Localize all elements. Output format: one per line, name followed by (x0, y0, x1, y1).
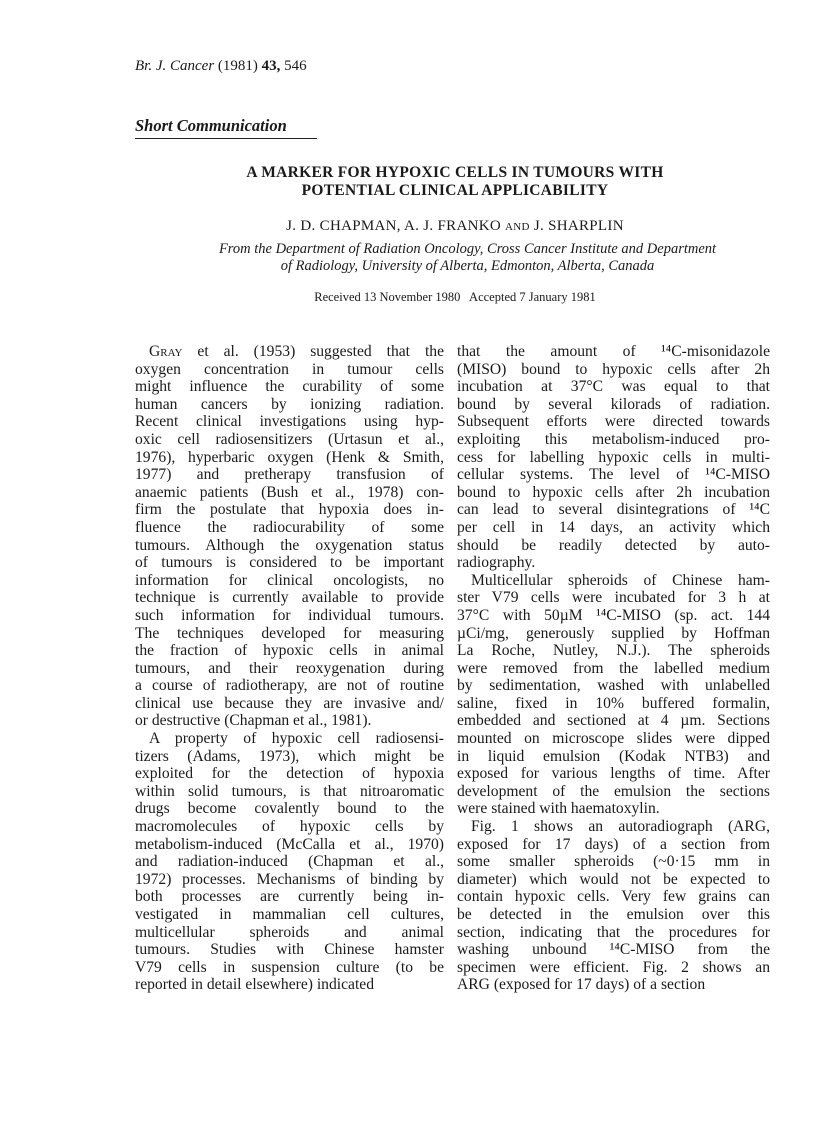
text-line: ARG (exposed for 17 days) of a section (457, 976, 706, 994)
text-line: per cell in 14 days, an activity which (457, 518, 770, 536)
text-line: human cancers by ionizing radiation. (135, 395, 444, 413)
affiliation-line: From the Department of Radiation Oncology, Cross Cancer Institute and Department (218, 241, 717, 257)
paragraph (457, 343, 770, 572)
article-title (135, 164, 775, 200)
journal-volume: 43, (261, 58, 281, 74)
title-line: POTENTIAL CLINICAL APPLICABILITY (301, 182, 609, 199)
text-line: A property of hypoxic cell radiosensi- (149, 730, 444, 748)
text-line: reported in detail elsewhere) indicated (135, 976, 374, 994)
text-line: ster V79 cells were incubated for 3 h at (457, 589, 770, 607)
text-line: incubation at 37°C was equal to that (457, 378, 770, 396)
journal-year: (1981) (217, 58, 258, 74)
text-line: 1977) and pretherapy transfusion of (135, 466, 444, 484)
text-line: were removed from the labelled medium (457, 659, 770, 677)
text-line: embedded and sectioned at 4 µm. Sections (457, 712, 770, 730)
text-line: exposed for various lengths of time. After (457, 765, 770, 783)
text-line: in liquid emulsion (Kodak NTB3) and (457, 747, 770, 765)
text-line: (MISO) bound to hypoxic cells after 2h (457, 360, 770, 378)
text-line: The techniques developed for measuring (135, 624, 444, 642)
text-line: were stained with haematoxylin. (457, 800, 660, 818)
lead-word: Gray (149, 343, 183, 360)
text-line: specimen were efficient. Fig. 2 shows an (457, 958, 770, 976)
text-line: 37°C with 50µM ¹⁴C-MISO (sp. act. 144 (457, 606, 770, 624)
text-line: or destructive (Chapman et al., 1981). (135, 712, 372, 730)
text-line: within solid tumours, is that nitroaromatic (135, 782, 444, 800)
title-line: A MARKER FOR HYPOXIC CELLS IN TUMOURS WITH (246, 164, 664, 181)
text-line: Fig. 1 shows an autoradiograph (ARG, (471, 818, 770, 836)
text-line: mounted on microscope slides were dipped (457, 730, 770, 748)
text-line: some smaller spheroids (~0·15 mm in (457, 853, 770, 871)
text-line: firm the postulate that hypoxia does in- (135, 501, 444, 519)
text-line: tumours. Studies with Chinese hamster (135, 941, 444, 959)
section-label: Short Communication (135, 116, 317, 139)
text-line: Recent clinical investigations using hyp- (135, 413, 444, 431)
text-line: clinical use because they are invasive and/ (135, 694, 444, 712)
text-line: cess for labelling hypoxic cells in multi- (457, 448, 770, 466)
text-line: diameter) which would not be expected to (457, 870, 770, 888)
text-line: fluence the radiocurability of some (135, 518, 444, 536)
text-line: contain hypoxic cells. Very few grains can (457, 888, 770, 906)
text-line: by sedimentation, washed with unlabelled (457, 677, 770, 695)
text-line: can lead to several disintegrations of ¹⁴C (457, 501, 770, 519)
text-line: oxic cell radiosensitizers (Urtasun et al., (135, 430, 444, 448)
text-line: exploiting this metabolism-induced pro- (457, 430, 770, 448)
text-line: exposed for 17 days) of a section from (457, 835, 770, 853)
text-line: macromolecules of hypoxic cells by (135, 818, 444, 836)
text-line: La Roche, Nutley, N.J.). The spheroids (457, 642, 770, 660)
text-line: saline, fixed in 10% buffered formalin, (457, 694, 770, 712)
text-line: anaemic patients (Bush et al., 1978) con- (135, 483, 444, 501)
authors (135, 218, 775, 235)
text-line: µCi/mg, generously supplied by Hoffman (457, 624, 770, 642)
text-line: 1972) processes. Mechanisms of binding by (135, 870, 444, 888)
text-line: vestigated in mammalian cell cultures, (135, 906, 444, 923)
text-line: development of the emulsion the sections (457, 782, 770, 800)
text-line: should be readily detected by auto- (457, 536, 770, 554)
text-line: section, indicating that the procedures for (457, 923, 770, 941)
paragraph (135, 730, 444, 994)
affiliation (160, 241, 775, 275)
text-line: Multicellular spheroids of Chinese ham- (471, 571, 770, 589)
text-line: tumours, and their reoxygenation during (135, 659, 444, 677)
text-line: information for clinical oncologists, no (135, 571, 444, 589)
text-line: Gray et al. (1953) suggested that the (149, 343, 444, 360)
text-line: such information for individual tumours. (135, 606, 444, 624)
paragraph (457, 818, 770, 994)
text-line: tumours. Although the oxygenation status (135, 536, 444, 554)
text-line: 1976), hyperbaric oxygen (Henk & Smith, (135, 448, 444, 466)
journal-name: Br. J. Cancer (135, 58, 215, 74)
text-line: multicellular spheroids and animal (135, 923, 444, 941)
text-line: a course of radiotherapy, are not of routine (135, 677, 444, 695)
paragraph (135, 343, 444, 730)
text-line: metabolism-induced (McCalla et al., 1970) (135, 835, 444, 853)
left-column (135, 343, 444, 994)
text-line: both processes are currently being in- (135, 888, 444, 906)
text-line: radiography. (457, 554, 536, 572)
journal-page: 546 (284, 58, 307, 74)
journal-citation (135, 58, 307, 75)
affiliation-line: of Radiology, University of Alberta, Edmonton, Alberta, Canada (280, 258, 655, 274)
text-line: the fraction of hypoxic cells in animal (135, 642, 444, 660)
author-conjunction: and (505, 218, 530, 234)
text-line: be detected in the emulsion over this (457, 906, 770, 923)
text-line: might influence the curability of some (135, 378, 444, 396)
author-last: J. SHARPLIN (533, 218, 624, 234)
text-line: V79 cells in suspension culture (to be (135, 958, 444, 976)
text-line: exploited for the detection of hypoxia (135, 765, 444, 783)
paragraph (457, 572, 770, 818)
text-line: Subsequent efforts were directed towards (457, 413, 770, 431)
text-line: of tumours is considered to be important (135, 554, 444, 572)
right-column (457, 343, 770, 994)
text-line: and radiation-induced (Chapman et al., (135, 853, 444, 871)
text-line: oxygen concentration in tumour cells (135, 360, 444, 378)
text-line: bound to hypoxic cells after 2h incubation (457, 483, 770, 501)
text-line: washing unbound ¹⁴C-MISO from the (457, 941, 770, 959)
author-names: J. D. CHAPMAN, A. J. FRANKO (286, 218, 501, 234)
received-accepted-dates: Received 13 November 1980 Accepted 7 January 1981 (314, 290, 596, 304)
text-line: bound by several kilorads of radiation. (457, 395, 770, 413)
text-line: cellular systems. The level of ¹⁴C-MISO (457, 466, 770, 484)
text-line: tizers (Adams, 1973), which might be (135, 747, 444, 765)
text-line: that the amount of ¹⁴C-misonidazole (457, 343, 770, 360)
text-line: technique is currently available to provide (135, 589, 444, 607)
text-line: drugs become covalently bound to the (135, 800, 444, 818)
